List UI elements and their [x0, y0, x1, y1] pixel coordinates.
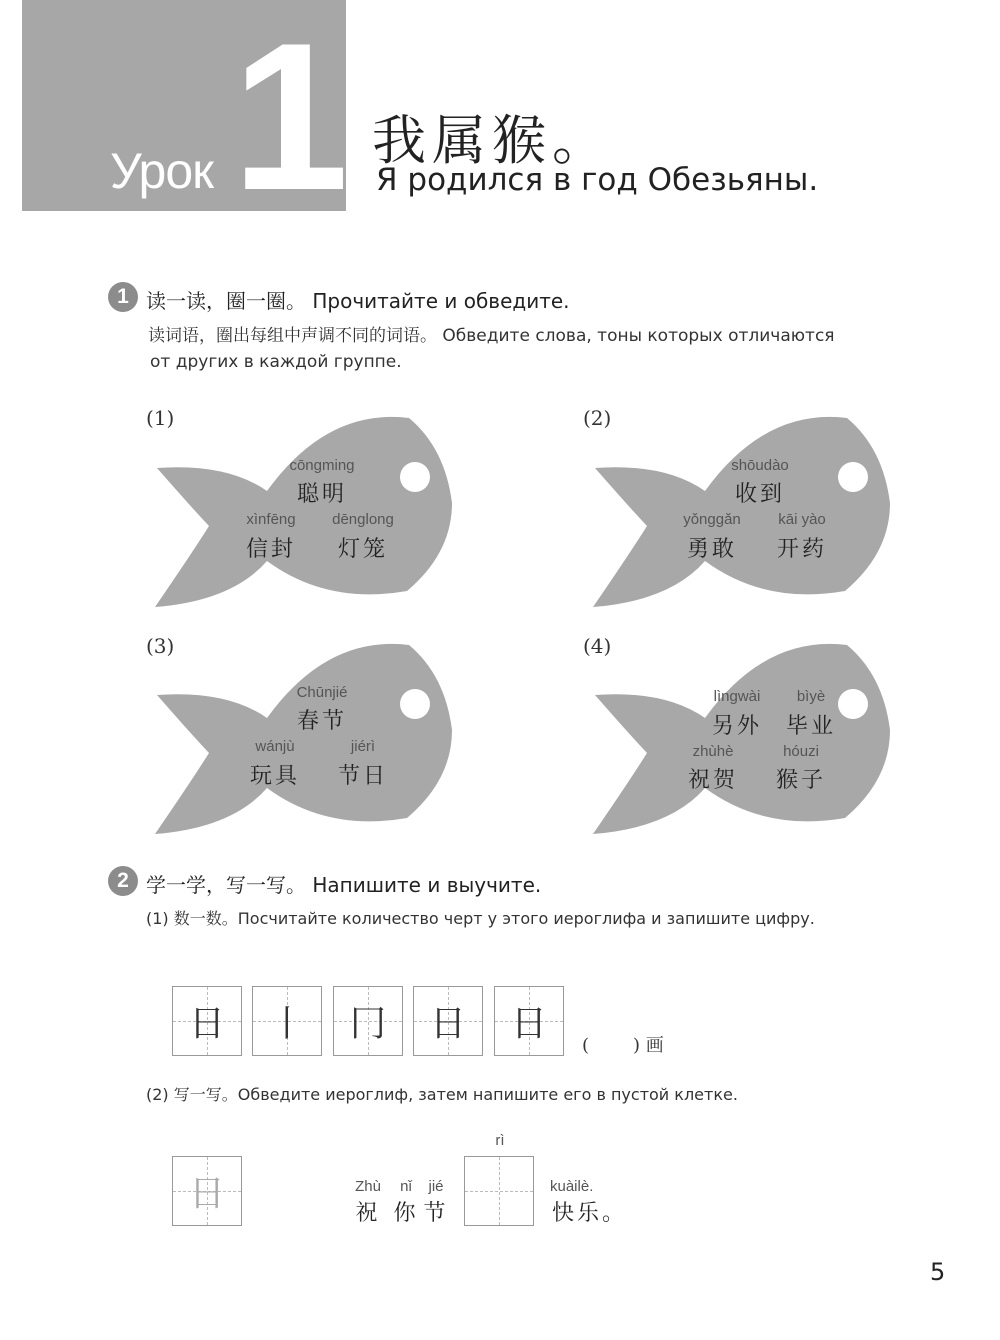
group-2-word-3-pinyin: kāi yào — [778, 511, 826, 528]
stroke-box-1 — [172, 986, 242, 1056]
group-3-word-2-hanzi: 玩具 — [249, 764, 300, 789]
sentence-word-3-hanzi: 节 — [423, 1201, 449, 1226]
stroke-box-2 — [252, 986, 322, 1056]
group-3-word-1-hanzi: 春节 — [296, 709, 347, 734]
group-4-word-3-pinyin: zhùhè — [692, 743, 734, 760]
sentence-word-2-pinyin: nǐ — [400, 1178, 412, 1195]
section-1-title: 读一读，圈一圈。 Прочитайте и обведите. — [146, 289, 570, 313]
group-1-label: (1) — [146, 406, 175, 430]
group-3-word-1-pinyin: Chūnjié — [296, 684, 348, 701]
stroke-box-5-char: 日 — [510, 1003, 547, 1045]
sentence-word-3-pinyin: jié — [428, 1178, 444, 1195]
group-1-word-1-hanzi: 聪明 — [296, 482, 347, 507]
group-3-word-3-pinyin: jiérì — [350, 738, 376, 755]
lesson-title-russian: Я родился в год Обезьяны. — [376, 162, 819, 198]
stroke-box-5 — [494, 986, 564, 1056]
section-1-instruction-line-1: 读词语，圈出每组中声调不同的词语。 Обведите слова, тоны которых отличаются — [148, 326, 835, 346]
sentence-end-hanzi: 快乐。 — [552, 1201, 628, 1226]
group-2-word-2-pinyin: yǒnggǎn — [683, 511, 741, 528]
section-2-badge: 2 — [108, 866, 138, 896]
group-4-word-3-hanzi: 祝贺 — [687, 768, 738, 793]
group-2-word-1-pinyin: shōudào — [731, 457, 789, 474]
page-number: 5 — [930, 1258, 946, 1286]
part-1-label: (1) — [146, 909, 169, 928]
stroke-box-4 — [413, 986, 483, 1056]
stroke-box-2-char: 丨 — [268, 1003, 305, 1045]
trace-char: 日 — [188, 1173, 225, 1215]
sentence-word-1-pinyin: Zhù — [355, 1178, 381, 1195]
stroke-box-1-char: 日 — [188, 1003, 225, 1045]
group-4-word-2-pinyin: bìyè — [796, 688, 826, 705]
group-2-label: (2) — [583, 406, 612, 430]
part-2-instruction-row — [146, 1082, 738, 1108]
part-1-instruction-row — [146, 906, 815, 932]
stroke-count-answer — [582, 1031, 664, 1057]
stroke-count-unit: 画 — [645, 1035, 664, 1056]
stroke-box-3 — [333, 986, 403, 1056]
group-1-word-2-pinyin: xìnfēng — [246, 511, 296, 528]
group-2-word-1-hanzi: 收到 — [734, 482, 785, 507]
group-3-word-3-hanzi: 节日 — [337, 764, 388, 789]
group-2-word-3-hanzi: 开药 — [776, 537, 827, 562]
group-1-word-3-hanzi: 灯笼 — [337, 537, 388, 562]
group-4-word-1-pinyin: lìngwài — [713, 688, 761, 705]
group-3-label: (3) — [146, 634, 175, 658]
lesson-word: Урок — [110, 143, 214, 199]
group-4-word-1-hanzi: 另外 — [711, 714, 762, 739]
stroke-box-3-char: 冂 — [349, 1003, 386, 1045]
fish-shape-4 — [585, 640, 895, 840]
section-2-title: 学一学，写一写。 Напишите и выучите. — [146, 873, 542, 897]
group-4-label: (4) — [583, 634, 612, 658]
group-1-word-3-pinyin: dēnglong — [332, 511, 394, 528]
part-2-instruction: 写一写。Обведите иероглиф, затем напишите его в пустой клетке. — [173, 1085, 738, 1104]
part-2-label: (2) — [146, 1085, 169, 1104]
group-4-word-2-hanzi: 毕业 — [785, 714, 836, 739]
sentence-word-1-hanzi: 祝 — [355, 1201, 381, 1226]
group-1-word-2-hanzi: 信封 — [245, 537, 296, 562]
lesson-number: 1 — [232, 0, 349, 234]
section-1-instruction-line-2: от других в каждой группе. — [150, 352, 402, 372]
lesson-title-chinese: 我属猴。 — [372, 109, 612, 172]
write-box[interactable] — [464, 1156, 534, 1226]
part-1-instruction: 数一数。Посчитайте количество черт у этого иероглифа и запишите цифру. — [173, 909, 815, 928]
blank-box-pinyin: rì — [495, 1132, 505, 1149]
group-1-word-1-pinyin: cōngming — [289, 457, 355, 474]
group-4-word-4-pinyin: hóuzi — [783, 743, 819, 760]
group-3-word-2-pinyin: wánjù — [255, 738, 295, 755]
group-4-word-4-hanzi: 猴子 — [775, 768, 826, 793]
sentence-end-pinyin: kuàilè. — [550, 1178, 594, 1195]
sentence-word-2-hanzi: 你 — [393, 1201, 419, 1226]
stroke-count-close-paren: ) — [633, 1035, 641, 1056]
group-2-word-2-hanzi: 勇敢 — [686, 537, 737, 562]
trace-box[interactable] — [172, 1156, 242, 1226]
section-1-badge: 1 — [108, 282, 138, 312]
stroke-box-4-char: 日 — [429, 1003, 466, 1045]
stroke-count-open-paren: ( — [582, 1035, 590, 1056]
